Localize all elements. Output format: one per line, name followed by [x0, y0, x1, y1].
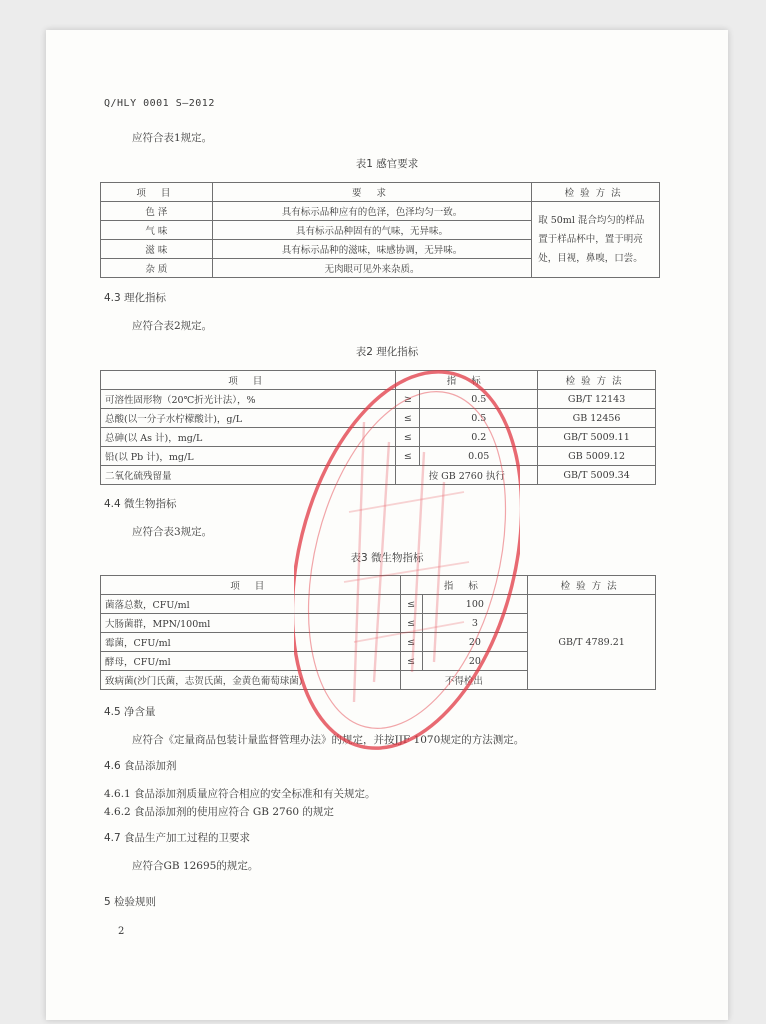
table2-header-item: 项 目	[101, 371, 396, 390]
table-row	[101, 466, 656, 485]
table3-header-item: 项 目	[101, 576, 401, 595]
table3-item: 酵母，CFU/ml	[101, 652, 401, 671]
table2-value: 0.2	[420, 428, 538, 447]
table-row	[101, 428, 656, 447]
table2-method: GB/T 12143	[538, 390, 656, 409]
table3-value: 3	[422, 614, 528, 633]
table-row	[101, 447, 656, 466]
section-5-title: 5 检验规则	[104, 896, 157, 908]
table2-value: 按 GB 2760 执行	[396, 466, 538, 485]
table2-method: GB/T 5009.11	[538, 428, 656, 447]
table1-item: 气 味	[101, 221, 213, 240]
section-4-5-title: 4.5 净含量	[104, 706, 156, 718]
table2-item: 可溶性固形物（20℃折光计法），%	[101, 390, 396, 409]
table1	[100, 182, 660, 278]
table3-method: GB/T 4789.21	[528, 595, 656, 690]
section-4-4-text: 应符合表3规定。	[132, 526, 213, 538]
table2-op: ≤	[396, 409, 420, 428]
table3-header-method: 检验方法	[528, 576, 656, 595]
table1-item: 滋 味	[101, 240, 213, 259]
table3-op: ≤	[400, 633, 422, 652]
section-4-4-title: 4.4 微生物指标	[104, 498, 177, 510]
table1-caption: 表1 感官要求	[355, 158, 419, 170]
table-row	[101, 409, 656, 428]
table1-header-req: 要 求	[212, 183, 531, 202]
section-4-6-title: 4.6 食品添加剂	[104, 760, 177, 772]
table2-header-value: 指 标	[396, 371, 538, 390]
table1-header-method: 检验方法	[532, 183, 660, 202]
table2-caption: 表2 理化指标	[355, 346, 419, 358]
table3-value: 20	[422, 633, 528, 652]
table3-item: 致病菌(沙门氏菌，志贺氏菌，金黄色葡萄球菌)	[101, 671, 401, 690]
table1-method: 取 50ml 混合均匀的样品置于样品杯中，置于明亮处，目视，鼻嗅，口尝。	[532, 202, 660, 278]
section-4-7-text: 应符合GB 12695的规定。	[132, 860, 259, 872]
section-4-6-2: 4.6.2 食品添加剂的使用应符合 GB 2760 的规定	[104, 806, 334, 818]
table3-value: 20	[422, 652, 528, 671]
table2-item: 总酸(以一分子水柠檬酸计)，g/L	[101, 409, 396, 428]
table3-header-value: 指 标	[400, 576, 528, 595]
table2-value: 0.5	[420, 409, 538, 428]
table2-value: 0.5	[420, 390, 538, 409]
table-row	[101, 595, 656, 614]
table1-req: 具有标示品种应有的色泽，色泽均匀一致。	[212, 202, 531, 221]
page-number: 2	[118, 926, 125, 937]
table2-value: 0.05	[420, 447, 538, 466]
table1-item: 色 泽	[101, 202, 213, 221]
table3-value: 100	[422, 595, 528, 614]
table2	[100, 370, 656, 485]
table1-req: 具有标示品种的滋味，味感协调，无异味。	[212, 240, 531, 259]
table1-header-item: 项 目	[101, 183, 213, 202]
table-row	[101, 390, 656, 409]
table2-item: 二氧化硫残留量	[101, 466, 396, 485]
table3-item: 霉菌，CFU/ml	[101, 633, 401, 652]
table2-method: GB 12456	[538, 409, 656, 428]
table1-req: 具有标示品种固有的气味，无异味。	[212, 221, 531, 240]
table2-op: ≥	[396, 390, 420, 409]
table2-op: ≤	[396, 447, 420, 466]
standard-code: Q/HLY 0001 S—2012	[104, 98, 215, 109]
section-4-6-1: 4.6.1 食品添加剂质量应符合相应的安全标准和有关规定。	[104, 788, 376, 800]
table-row	[101, 202, 660, 221]
table2-method: GB/T 5009.34	[538, 466, 656, 485]
section-4-5-text: 应符合《定量商品包装计量监督管理办法》的规定，并按JJF 1070规定的方法测定。	[132, 734, 525, 746]
intro-text: 应符合表1规定。	[132, 132, 213, 144]
table1-req: 无肉眼可见外来杂质。	[212, 259, 531, 278]
table2-op: ≤	[396, 428, 420, 447]
section-4-3-title: 4.3 理化指标	[104, 292, 167, 304]
table2-method: GB 5009.12	[538, 447, 656, 466]
table3-value: 不得检出	[400, 671, 528, 690]
section-4-3-text: 应符合表2规定。	[132, 320, 213, 332]
table2-item: 总砷(以 As 计)，mg/L	[101, 428, 396, 447]
section-4-7-title: 4.7 食品生产加工过程的卫要求	[104, 832, 251, 844]
table3-item: 大肠菌群，MPN/100ml	[101, 614, 401, 633]
table3-op: ≤	[400, 614, 422, 633]
table1-item: 杂 质	[101, 259, 213, 278]
table3-op: ≤	[400, 652, 422, 671]
table3-op: ≤	[400, 595, 422, 614]
table3	[100, 575, 656, 690]
document-page	[46, 30, 728, 1020]
table3-caption: 表3 微生物指标	[350, 552, 424, 564]
table3-item: 菌落总数，CFU/ml	[101, 595, 401, 614]
table2-item: 铅(以 Pb 计)，mg/L	[101, 447, 396, 466]
table2-header-method: 检验方法	[538, 371, 656, 390]
